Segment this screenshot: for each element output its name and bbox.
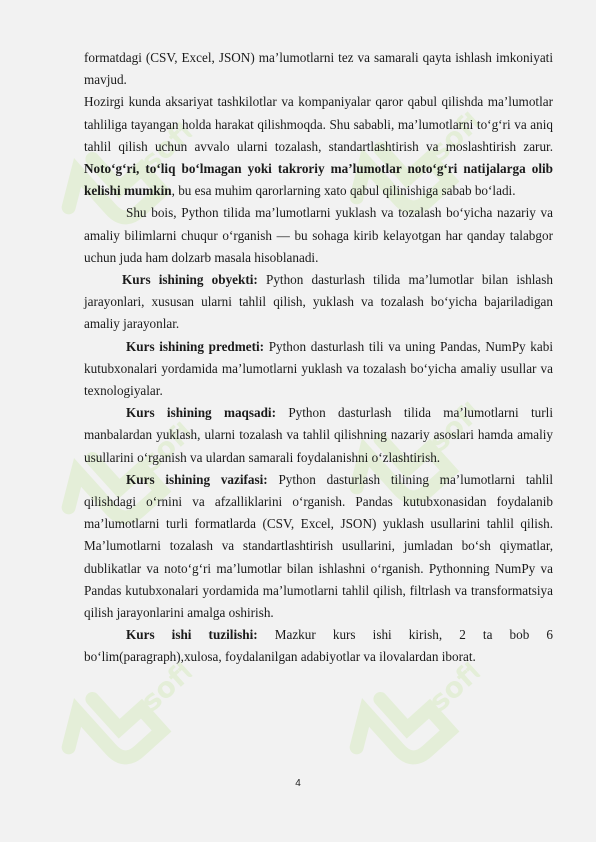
emphasis-text: Noto‘g‘ri, to‘liq bo‘lmagan yoki takroriy ma’lumotlar noto‘g‘ri natijalarga olib kelishi mumkin bbox=[84, 161, 553, 199]
paragraph-intro-continued bbox=[84, 47, 553, 91]
svg-text:soft: soft bbox=[134, 652, 203, 718]
section-label: Kurs ishining predmeti: bbox=[126, 338, 265, 354]
paragraph-text: , bu esa muhim qarorlarning xato qabul qilinishiga sabab bo‘ladi. bbox=[171, 183, 516, 199]
body-text bbox=[84, 47, 553, 669]
paragraph-text: Hozirgi kunda aksariyat tashkilotlar va kompaniyalar qaror qabul qilishda ma’lumotlar tahliliga tayangan holda harakat qilishmoqda. Shu sababli, ma’lumotlarni to‘g‘ri va aniq tahlil qilish uchun avvalo ularni tozalash, standartlashtirish va moslashtirish zarur. bbox=[84, 94, 553, 154]
paragraph-text: Python dasturlash tili va uning Pandas, NumPy kabi kutubxonalari yordamida ma’lumotlarni yuklash va tozalash bo‘yicha amaliy usullar va texnologiyalar. bbox=[84, 338, 553, 399]
paragraph-relevance bbox=[84, 202, 553, 269]
svg-text:soft: soft bbox=[422, 392, 491, 458]
svg-text:soft: soft bbox=[134, 412, 203, 478]
svg-text:soft: soft bbox=[422, 652, 491, 718]
section-label: Kurs ishining vazifasi: bbox=[126, 471, 268, 487]
section-label: Kurs ishi tuzilishi: bbox=[126, 627, 258, 643]
paragraph-structure bbox=[84, 624, 553, 668]
section-label: Kurs ishining obyekti: bbox=[122, 272, 258, 288]
svg-text:soft: soft bbox=[134, 112, 203, 178]
paragraph-subject bbox=[84, 336, 553, 403]
page-number: 4 bbox=[295, 778, 301, 789]
paragraph-text: formatdagi (CSV, Excel, JSON) ma’lumotlarni tez va samarali qayta ishlash imkoniyati mavjud. bbox=[84, 50, 553, 88]
paragraph-object bbox=[84, 269, 553, 336]
paragraph-data-analysis bbox=[84, 91, 553, 202]
svg-text:soft: soft bbox=[422, 102, 491, 168]
paragraph-goal bbox=[84, 402, 553, 469]
paragraph-text: Python dasturlash tilida ma’lumotlarni turli manbalardan yuklash, ularni tozalash va tahlil qilishning nazariy asoslari hamda amaliy usullarini o‘rganish va ulardan samarali foydalanishni o‘zlashtirish. bbox=[84, 405, 553, 465]
paragraph-text: Mazkur kurs ishi kirish, 2 ta bob 6 bo‘lim(paragraph),xulosa, foydalanilgan adabiyotlar va ilovalardan iborat. bbox=[84, 627, 553, 665]
section-label: Kurs ishining maqsadi: bbox=[126, 405, 276, 421]
paragraph-tasks bbox=[84, 469, 553, 624]
paragraph-text: Python dasturlash tilining ma’lumotlarni tahlil qilishdagi o‘rnini va afzalliklarini o‘rganish. Pandas kutubxonasidan foydalanib ma’lumotlarni turli formatlarda (CSV, Excel, JSON) yuklash usullarini tahlil qilish. Ma’lumotlarni tozalash va standartlashtirish usullarini, jumladan bo‘sh qiymatlar, dublikatlar va noto‘g‘ri ma’lumotlar bilan ishlashni o‘rganish. Pythonning NumPy va Pandas kutubxonalari yordamida ma’lumotlarni tahlil qilish, filtrlash va transformatsiya qilish jarayonlarini amalga oshirish. bbox=[84, 471, 553, 621]
paragraph-text: Python dasturlash tilida ma’lumotlar bilan ishlash jarayonlari, xususan ularni tahlil qilish, yuklash va tozalash bo‘yicha bajariladigan amaliy jarayonlar. bbox=[84, 272, 553, 332]
paragraph-text: Shu bois, Python tilida ma’lumotlarni yuklash va tozalash bo‘yicha nazariy va amaliy bilimlarni chuqur o‘rganish — bu sohaga kirib kelayotgan har qanday talabgor uchun juda ham dolzarb masala hisoblanadi. bbox=[84, 205, 553, 265]
